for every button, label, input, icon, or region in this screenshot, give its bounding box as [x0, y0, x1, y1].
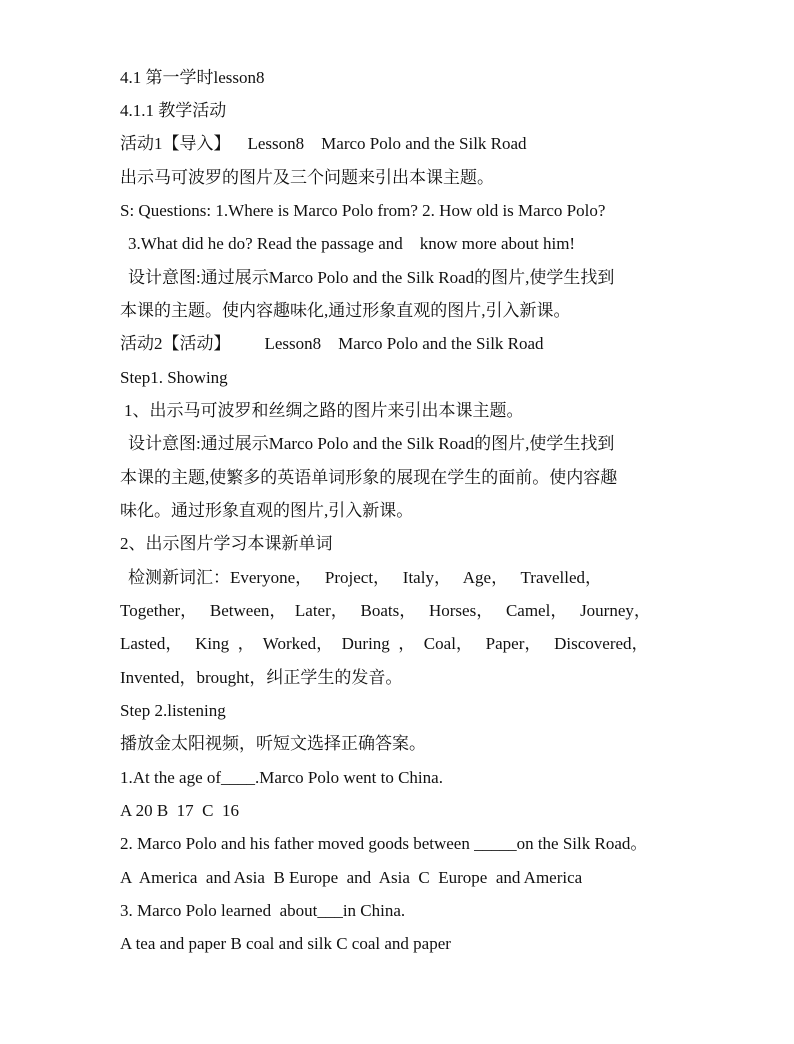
answer-options-line: A 20 B 17 C 16 — [120, 801, 240, 820]
vocabulary-line: 检测新词汇：Everyone， Project， Italy， Age， Travelled， — [128, 568, 603, 587]
design-intent-line: 设计意图:通过展示Marco Polo and the Silk Road的图片,使学生找到 — [128, 434, 615, 453]
step-heading: Step1. Showing — [120, 368, 228, 387]
section-heading: 4.1 第一学时lesson8 — [120, 68, 265, 87]
activity-2-heading: 活动2【活动】 Lesson8 Marco Polo and the Silk Road — [120, 334, 544, 353]
vocabulary-line: Invented，brought，纠正学生的发音。 — [120, 668, 403, 687]
question-line: 2. Marco Polo and his father moved goods between _____on the Silk Road。 — [120, 834, 648, 853]
activity-1-heading: 活动1【导入】 Lesson8 Marco Polo and the Silk Road — [120, 134, 527, 153]
questions-line: S: Questions: 1.Where is Marco Polo from? 2. How old is Marco Polo? — [120, 201, 606, 220]
design-intent-line: 设计意图:通过展示Marco Polo and the Silk Road的图片,使学生找到 — [128, 268, 615, 287]
text-line: 1、出示马可波罗和丝绸之路的图片来引出本课主题。 — [124, 401, 524, 420]
question-line: 1.At the age of____.Marco Polo went to China. — [120, 768, 443, 787]
text-line: 出示马可波罗的图片及三个问题来引出本课主题。 — [120, 168, 494, 187]
vocabulary-line: Together， Between， Later， Boats， Horses， Camel， Journey， — [120, 601, 651, 620]
questions-line: 3.What did he do? Read the passage and know more about him! — [128, 234, 576, 253]
step-heading: Step 2.listening — [120, 701, 226, 720]
vocabulary-line: Lasted， King ， Worked， During ， Coal， Paper， Discovered， — [120, 634, 649, 653]
text-line: 本课的主题。使内容趣味化,通过形象直观的图片,引入新课。 — [120, 301, 571, 320]
text-line: 味化。通过形象直观的图片,引入新课。 — [120, 501, 414, 520]
text-line: 本课的主题,使繁多的英语单词形象的展现在学生的面前。使内容趣 — [120, 468, 618, 487]
text-line: 播放金太阳视频，听短文选择正确答案。 — [120, 734, 426, 753]
answer-options-line: A tea and paper B coal and silk C coal and paper — [120, 934, 451, 953]
question-line: 3. Marco Polo learned about___in China. — [120, 901, 406, 920]
subsection-heading: 4.1.1 教学活动 — [120, 101, 227, 120]
text-line: 2、出示图片学习本课新单词 — [120, 534, 333, 553]
answer-options-line: A America and Asia B Europe and Asia C Europe and America — [120, 868, 583, 887]
